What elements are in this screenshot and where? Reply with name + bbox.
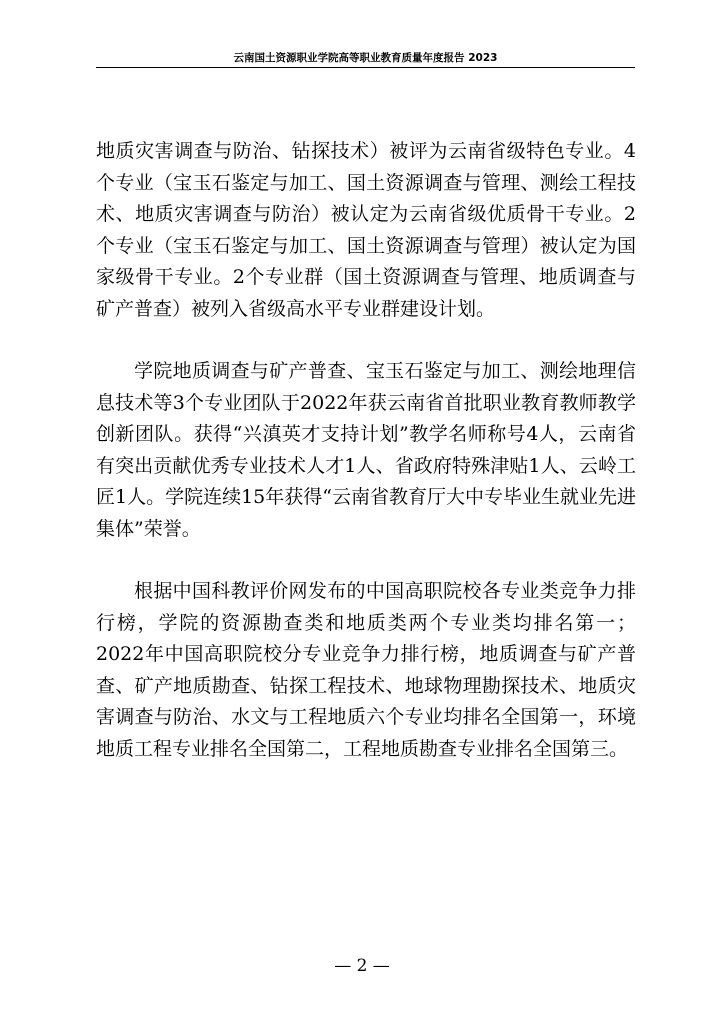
body-paragraph: 根据中国科教评价网发布的中国高职院校各专业类竞争力排行榜，学院的资源勘查类和地质类两个专业类均排名第一；2022年中国高职院校分专业竞争力排行榜，地质调查与矿产普查、矿产地质勘查、钻探工程技术、地球物理勘探技术、地质灾害调查与防治、水文与工程地质六个专业均排名全国第一，环境地质工程专业排名全国第二，工程地质勘查专业排名全国第三。 bbox=[96, 580, 636, 760]
page-number: — 2 — bbox=[334, 956, 390, 976]
body-paragraph: 学院地质调查与矿产普查、宝玉石鉴定与加工、测绘地理信息技术等3个专业团队于2022年获云南省首批职业教育教师教学创新团队。获得“兴滇英才支持计划”教学名师称号4人，云南省有突出贡献优秀专业技术人才1人、省政府特殊津贴1人、云岭工匠1人。学院连续15年获得“云南省教育厅大中专毕业生就业先进集体”荣誉。 bbox=[96, 360, 636, 540]
body-paragraph-1-block bbox=[96, 136, 636, 325]
body-paragraph-2-block bbox=[96, 356, 636, 545]
body-paragraph: 地质灾害调查与防治、钻探技术）被评为云南省级特色专业。4个专业（宝玉石鉴定与加工、国土资源调查与管理、测绘工程技术、地质灾害调查与防治）被认定为云南省级优质骨干专业。2个专业（宝玉石鉴定与加工、国土资源调查与管理）被认定为国家级骨干专业。2个专业群（国土资源调查与管理、地质调查与矿产普查）被列入省级高水平专业群建设计划。 bbox=[96, 140, 636, 320]
body-paragraph-3-block bbox=[96, 576, 636, 765]
header-divider bbox=[96, 67, 635, 68]
page-header-title: 云南国土资源职业学院高等职业教育质量年度报告 2023 bbox=[233, 52, 498, 64]
